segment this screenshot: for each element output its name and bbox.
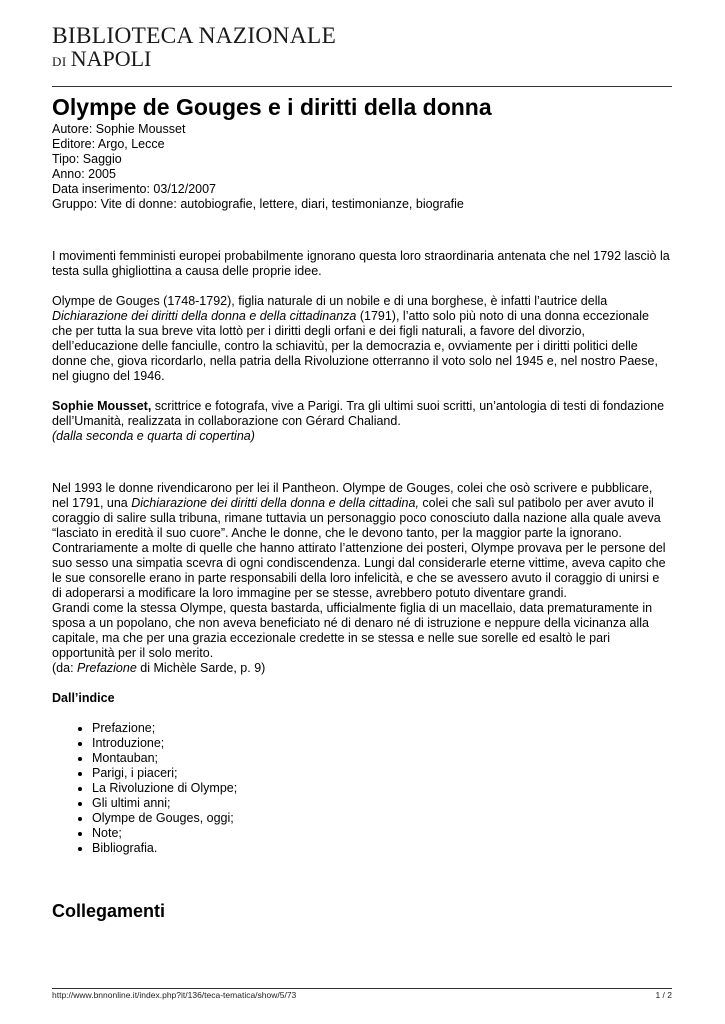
meta-date-added: Data inserimento: 03/12/2007 (52, 182, 216, 196)
declaration-title-italic: Dichiarazione dei diritti della donna e della cittadinanza (52, 309, 357, 323)
list-item: • Note; (92, 826, 672, 841)
logo-di: DI (52, 54, 67, 69)
preface-declaration-italic: Dichiarazione dei diritti della donna e della cittadina, (131, 496, 419, 510)
links-heading: Collegamenti (52, 901, 166, 921)
logo-napoli: NAPOLI (70, 46, 152, 71)
preface-source-b: di Michèle Sarde, p. 9) (136, 661, 266, 675)
page-number: 1 / 2 (655, 990, 672, 1000)
olympe-text-1: Olympe de Gouges (1748-1792), figlia naturale di un nobile e di una borghese, è infatti l’autrice della (52, 294, 608, 308)
book-metadata (52, 122, 672, 212)
meta-author: Autore: Sophie Mousset (52, 122, 186, 136)
meta-group: Gruppo: Vite di donne: autobiografie, lettere, diari, testimonianze, biografie (52, 197, 464, 211)
cover-source-note: (dalla seconda e quarta di copertina) (52, 429, 255, 443)
page-title: Olympe de Gouges e i diritti della donna (52, 94, 492, 120)
footer-url[interactable]: http://www.bnnonline.it/index.php?it/136/teca-tematica/show/5/73 (52, 990, 297, 1000)
author-note-text: scrittrice e fotografa, vive a Parigi. Tra gli ultimi suoi scritti, un’antologia di testi di fondazione dell’Umanità, realizzata in collaborazione con Gérard Chaliand. (52, 399, 665, 428)
meta-publisher: Editore: Argo, Lecce (52, 137, 165, 151)
preface-source-italic: Prefazione (77, 661, 137, 675)
meta-year: Anno: 2005 (52, 167, 116, 181)
list-item: • Gli ultimi anni; (92, 796, 672, 811)
author-name: Sophie Mousset, (52, 399, 152, 413)
author-note (52, 399, 672, 444)
document-body (52, 122, 672, 922)
header-divider (52, 86, 672, 87)
list-item: • Parigi, i piaceri; (92, 766, 672, 781)
preface-excerpt (52, 481, 672, 676)
preface-text-3: Grandi come la stessa Olympe, questa bastarda, ufficialmente figlia di un macellaio, data prematuramente in sposa a un popolano, che non aveva beneficiato né di denaro né di istruzione e neppure della vicinanza alla capitale, ma che per una grazia eccezionale credette in se stessa e nelle sue sorelle ed esaltò le pari opportunità per il solo merito. (52, 601, 653, 660)
index-list (52, 721, 672, 856)
list-item: • Prefazione; (92, 721, 672, 736)
preface-source-a: (da: (52, 661, 78, 675)
footer-divider (52, 988, 672, 989)
olympe-paragraph (52, 294, 672, 384)
list-item: • Introduzione; (92, 736, 672, 751)
preface-text-2: Contrariamente a molte di quelle che hanno attirato l’attenzione dei posteri, Olympe provava per le persone del suo sesso una simpatia scevra di ogni condiscendenza. Lungi dal considerarle eterne vittime, aveva capito che le sue consorelle erano in parte responsabili della loro infelicità, e che se avessero avuto il coraggio di unirsi e di adoperarsi a modificare la loro immagine per se stesse, avrebbero potuto diventare grandi. (52, 541, 666, 600)
list-item: • Montauban; (92, 751, 672, 766)
olympe-text-2: (1791), l’atto solo più noto di una donna eccezionale che per tutta la sua breve vita lottò per i diritti degli orfani e dei figli naturali, a favore del divorzio, dell’educazione delle fanciulle, contro la schiavitù, per la democrazia e, ovviamente per i diritti politici delle donne che, giova ricordarlo, nella patria della Rivoluzione otterranno il voto solo nel 1945 e, nel nostro Paese, nel giugno del 1946. (52, 309, 658, 383)
preface-text-1a: Nel 1993 le donne rivendicarono per lei il Pantheon. Olympe de Gouges, colei che osò scrivere e pubblicare, nel 1791, una (52, 481, 653, 510)
meta-type: Tipo: Saggio (52, 152, 122, 166)
index-heading: Dall’indice (52, 691, 115, 705)
list-item: • Olympe de Gouges, oggi; (92, 811, 672, 826)
list-item: • La Rivoluzione di Olympe; (92, 781, 672, 796)
intro-paragraph: I movimenti femministi europei probabilmente ignorano questa loro straordinaria antenata che nel 1792 lasciò la testa sulla ghigliottina a causa delle proprie idee. (52, 249, 670, 278)
library-logo (52, 24, 336, 73)
logo-line-biblioteca: BIBLIOTECA NAZIONALE (52, 23, 337, 49)
preface-text-1b: colei che salì sul patibolo per aver avuto il coraggio di salire sulla tribuna, rimane tuttavia un personaggio poco conosciuto dalla nazione alla quale aveva “lasciato in eredità il suo cuore”. Anche le donne, che le devono tanto, per la maggior parte la ignorano. (52, 496, 661, 540)
list-item: • Bibliografia. (92, 841, 672, 856)
logo-line-napoli (52, 48, 336, 73)
